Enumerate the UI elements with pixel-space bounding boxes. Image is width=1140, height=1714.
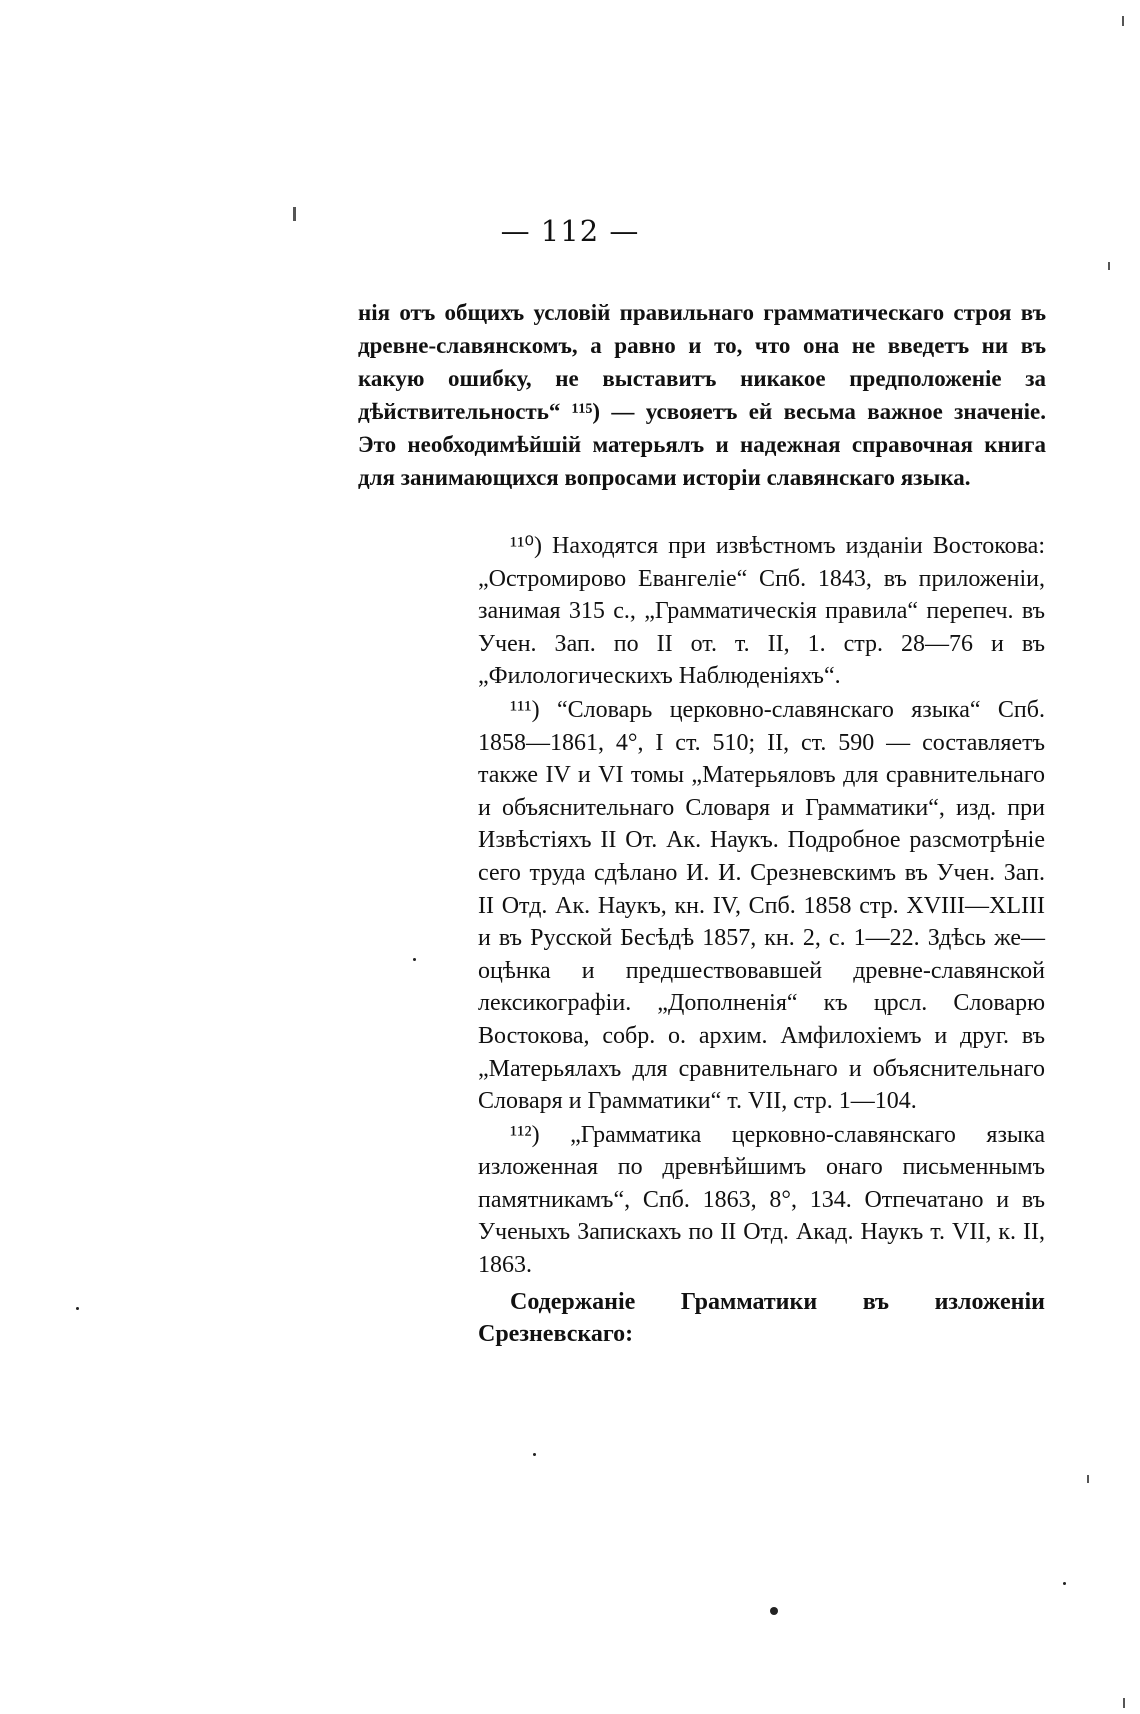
scan-speck <box>1063 1582 1066 1585</box>
scan-speck <box>770 1607 778 1615</box>
scan-speck <box>533 1453 536 1456</box>
footnote-110: ¹¹⁰) Находятся при извѣстномъ изданіи Востокова: „Остромирово Евангеліе“ Спб. 1843, въ приложеніи, занимая 315 с., „Грамматическія правила“ перепеч. въ Учен. Зап. по II от. т. II, 1. стр. 28—76 и въ „Филологическихъ Наблюденіяхъ“. <box>478 533 1045 690</box>
closing-paragraph: Содержаніе Грамматики въ изложеніи Срезневскаго: <box>478 1288 1045 1348</box>
scan-mark <box>1108 262 1110 270</box>
footnote-111: ¹¹¹) “Словарь церковно-славянскаго языка“ Спб. 1858—1861, 4°, I ст. 510; II, ст. 590 — составляетъ также IV и VI томы „Матерьяловъ для сравнительнаго и объяснительнаго Словаря и Грамматики“, изд. при Извѣстіяхъ II От. Ак. Наукъ. Подробное разсмотрѣніе сего труда сдѣлано И. И. Срезневскимъ въ Учен. Зап. II Отд. Ак. Наукъ, кн. IV, Спб. 1858 стр. XVIII—XLIII и въ Русской Бесѣдѣ 1857, кн. 2, с. 1—22. Здѣсь же—оцѣнка и предшествовавшей древне-славянской лексикографіи. „Дополненія“ къ црсл. Словарю Востокова, собр. о. архим. Амфилохіемъ и друг. въ „Матерьялахъ для сравнительнаго и объяснительнаго Словаря и Грамматики“ т. VII, стр. 1—104. <box>478 696 1045 1115</box>
scan-mark <box>1123 1698 1125 1708</box>
footnotes-block <box>478 530 1045 1351</box>
footnote-112: ¹¹²) „Грамматика церковно-славянскаго языка изложенная по древнѣйшимъ онаго письменнымъ памятникамъ“, Спб. 1863, 8°, 134. Отпечатано и въ Ученыхъ Запискахъ по II Отд. Акад. Наукъ т. VII, к. II, 1863. <box>478 1121 1045 1279</box>
scan-speck <box>76 1307 79 1310</box>
scan-speck <box>413 958 416 961</box>
scan-mark <box>293 207 296 221</box>
main-paragraph: нія отъ общихъ условій правильнаго грамматическаго строя въ древне-славянскомъ, а равно и то, что она не введетъ ни въ какую ошибку, не выставитъ никакое предположеніе за дѣйствительность“ ¹¹⁵) — усвояетъ ей весьма важное значеніе. Это необходимѣйшій матерьялъ и надежная справочная книга для занимающихся вопросами исторіи славянскаго языка. <box>358 300 1046 490</box>
page-number: — 112 — <box>500 214 640 248</box>
scan-mark <box>1087 1475 1089 1483</box>
scan-mark <box>1122 16 1124 26</box>
